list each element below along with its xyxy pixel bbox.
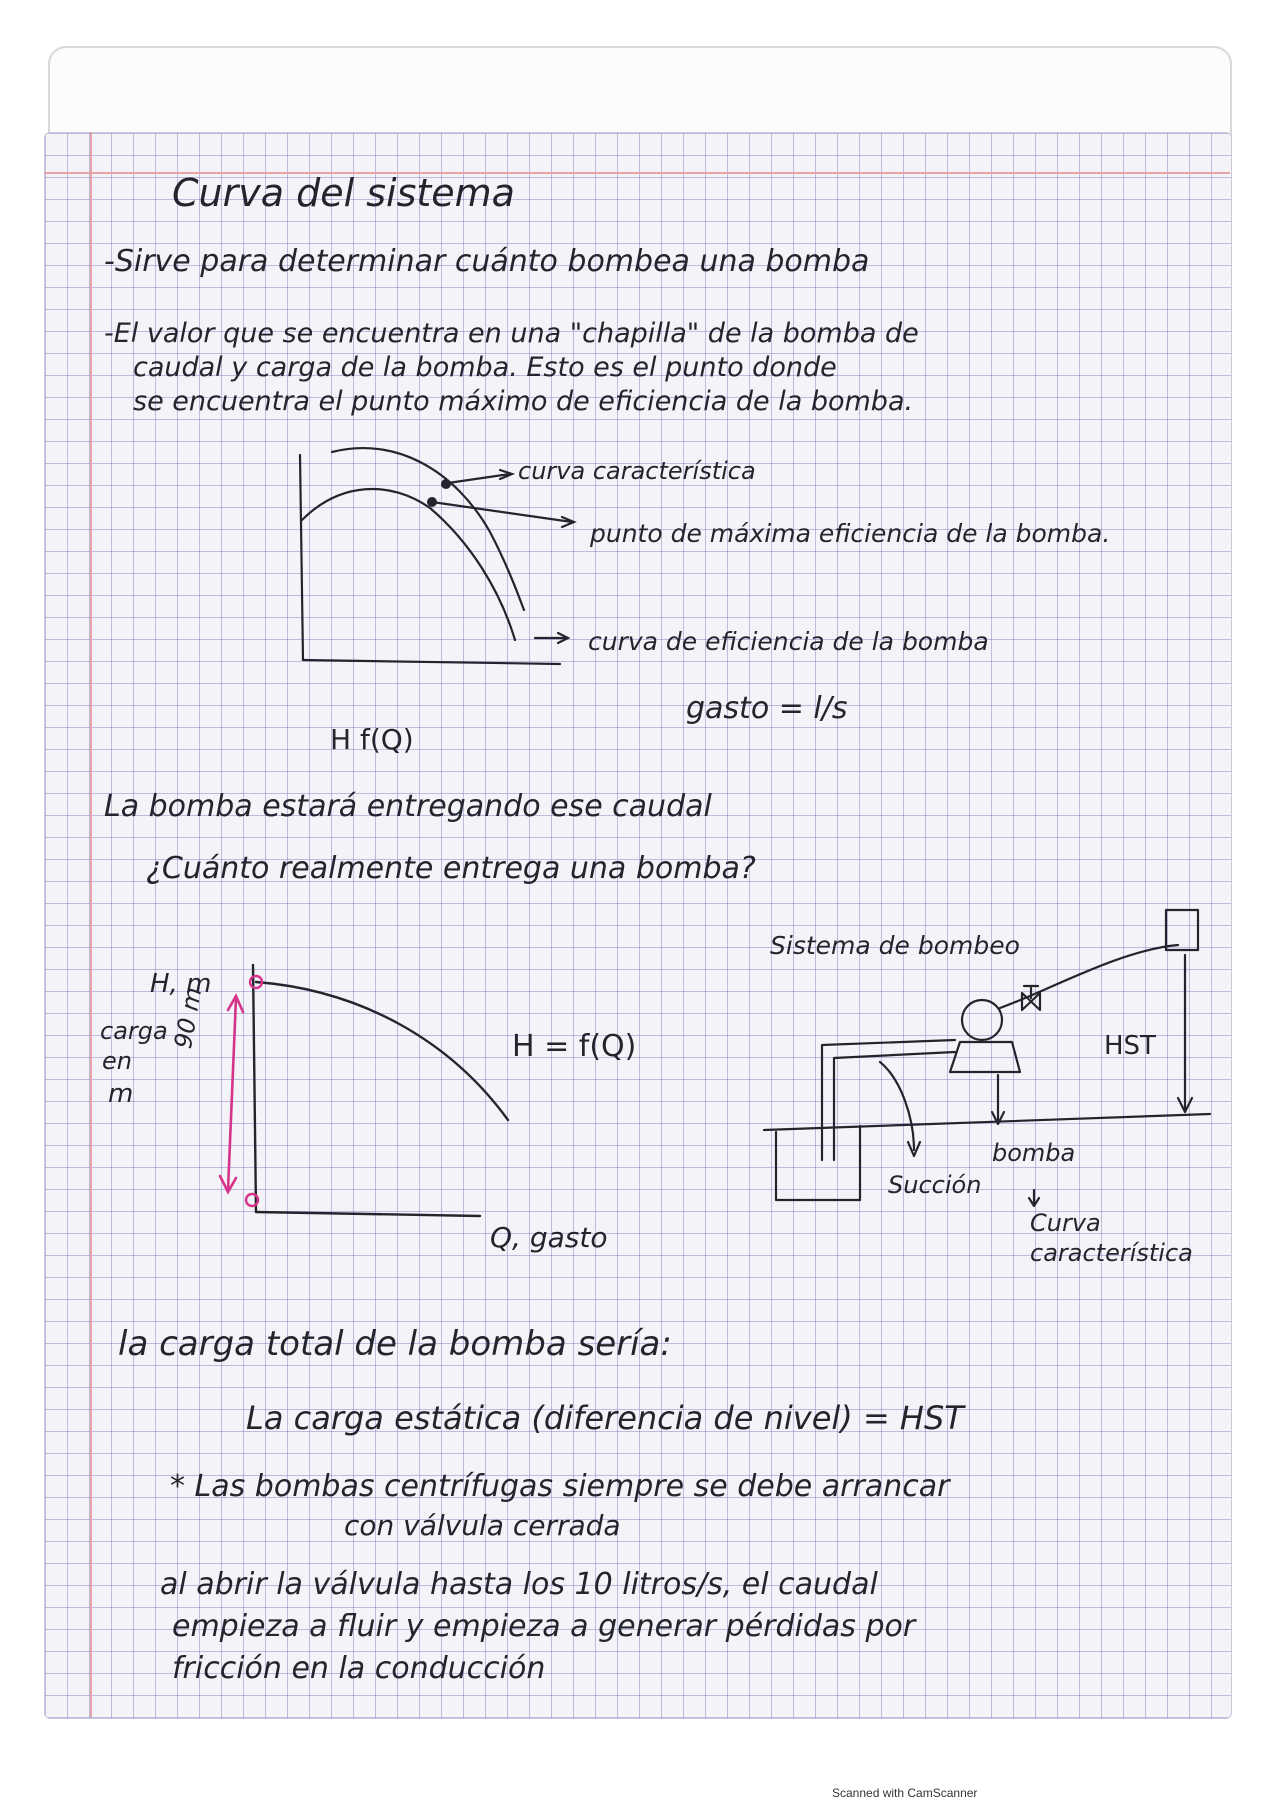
line-entregando-caudal: La bomba estará entregando ese caudal	[104, 789, 712, 824]
bullet-line-1: -Sirve para determinar cuánto bombea una bomba	[104, 244, 870, 279]
upper-tank	[1166, 910, 1198, 950]
line-carga-total: la carga total de la bomba sería:	[118, 1324, 672, 1364]
carga-label-3: m	[108, 1079, 134, 1109]
sistema-bombeo-title: Sistema de bombeo	[770, 931, 1020, 960]
line-abrir-valvula: al abrir la válvula hasta los 10 litros/s, el caudal	[160, 1567, 878, 1602]
y-axis-label: H, m	[150, 969, 212, 999]
scanner-footer: Scanned with CamScanner	[832, 1786, 978, 1800]
line-empieza-fluir: empieza a fluir y empieza a generar pérdidas por	[172, 1609, 916, 1644]
x-axis-label: Q, gasto	[490, 1221, 608, 1254]
curva-label-1: Curva	[1030, 1209, 1101, 1237]
succion-label: Succión	[888, 1171, 982, 1199]
height-marker-label: 90 m	[169, 985, 208, 1051]
carga-label-2: en	[102, 1047, 132, 1075]
label-curva-caracteristica: curva característica	[518, 457, 756, 485]
arrow-succion	[880, 1062, 914, 1150]
page-title: Curva del sistema	[172, 171, 515, 215]
curve-label-hfq: H = f(Q)	[512, 1029, 637, 1064]
pump-icon	[962, 1000, 1002, 1040]
line-valvula-cerrada: con válvula cerrada	[344, 1509, 621, 1542]
bullet-line-4: se encuentra el punto máximo de eficiencia de la bomba.	[133, 386, 914, 417]
bullet-line-3: caudal y carga de la bomba. Esto es el punto donde	[133, 352, 837, 383]
label-punto-maxima: punto de máxima eficiencia de la bomba.	[590, 519, 1111, 548]
bomba-label: bomba	[992, 1139, 1076, 1167]
carga-label-1: carga	[100, 1017, 168, 1045]
hst-label: HST	[1104, 1031, 1156, 1061]
label-curva-eficiencia: curva de eficiencia de la bomba	[588, 627, 989, 656]
pump-base	[950, 1042, 1020, 1072]
suction-tank	[776, 1126, 860, 1200]
hfq-label: H f(Q)	[330, 723, 414, 756]
suction-pipe-inner	[834, 1052, 955, 1160]
bullet-line-2: -El valor que se encuentra en una "chapilla" de la bomba de	[104, 318, 919, 349]
curva-label-2: característica	[1030, 1239, 1193, 1267]
line-bombas-centrifugas: * Las bombas centrífugas siempre se debe arrancar	[170, 1469, 950, 1504]
gasto-label: gasto = l/s	[686, 691, 848, 726]
line-carga-estatica: La carga estática (diferencia de nivel) = HST	[246, 1399, 964, 1437]
line-cuanto-entrega: ¿Cuánto realmente entrega una bomba?	[146, 851, 756, 886]
line-friccion: fricción en la conducción	[172, 1651, 546, 1686]
ground-line	[764, 1114, 1210, 1130]
